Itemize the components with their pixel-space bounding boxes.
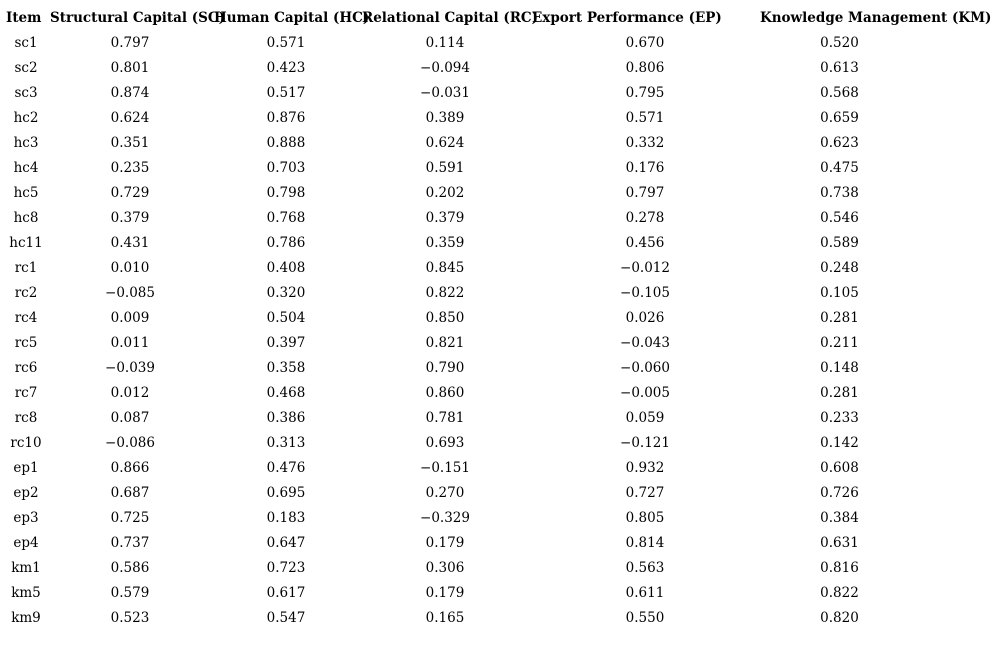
hc-cell: 0.798	[266, 184, 306, 201]
km-cell: 0.726	[820, 484, 859, 501]
ep-cell: 0.278	[625, 209, 665, 226]
sc-cell: 0.579	[110, 584, 150, 601]
ep-cell: 0.806	[625, 59, 665, 76]
table-row	[4, 180, 919, 205]
rc-cell: 0.860	[425, 384, 465, 401]
rc-cell: 0.693	[425, 434, 465, 451]
rc-cell: 0.179	[425, 534, 465, 551]
rc-cell: 0.822	[425, 284, 465, 301]
hc-cell: 0.723	[266, 559, 306, 576]
ep-cell: −0.060	[620, 359, 670, 376]
table-row	[4, 605, 919, 630]
item-cell: rc5	[14, 334, 38, 351]
hc-cell: 0.547	[266, 609, 306, 626]
ep-cell: 0.176	[625, 159, 665, 176]
ep-cell: 0.026	[625, 309, 665, 326]
sc-cell: 0.379	[110, 209, 150, 226]
table-row	[4, 155, 919, 180]
sc-cell: 0.725	[110, 509, 150, 526]
header-export-performance: Export Performance (EP)	[532, 9, 722, 26]
item-cell: hc4	[13, 159, 39, 176]
rc-cell: 0.306	[425, 559, 465, 576]
hc-cell: 0.397	[266, 334, 306, 351]
table-row	[4, 205, 919, 230]
item-cell: rc8	[14, 409, 38, 426]
ep-cell: 0.805	[625, 509, 665, 526]
item-cell: sc3	[14, 84, 38, 101]
item-cell: hc5	[13, 184, 39, 201]
km-cell: 0.613	[820, 59, 859, 76]
sc-cell: 0.523	[110, 609, 150, 626]
table-row	[4, 305, 919, 330]
header-relational-capital: Relational Capital (RC)	[362, 9, 539, 26]
sc-cell: 0.011	[110, 334, 150, 351]
ep-cell: 0.670	[625, 34, 665, 51]
table-row	[4, 580, 919, 605]
km-cell: 0.568	[820, 84, 859, 101]
item-cell: rc1	[14, 259, 38, 276]
sc-cell: 0.729	[110, 184, 150, 201]
sc-cell: 0.797	[110, 34, 150, 51]
item-cell: rc7	[14, 384, 38, 401]
rc-cell: 0.359	[425, 234, 465, 251]
km-cell: 0.623	[820, 134, 859, 151]
rc-cell: −0.094	[420, 59, 470, 76]
cross-loadings-table-container	[0, 5, 991, 655]
table-row	[4, 80, 919, 105]
rc-cell: 0.114	[425, 34, 465, 51]
ep-cell: 0.571	[625, 109, 665, 126]
ep-cell: −0.105	[620, 284, 670, 301]
hc-cell: 0.517	[266, 84, 306, 101]
rc-cell: −0.031	[420, 84, 470, 101]
table-row	[4, 430, 919, 455]
ep-cell: −0.012	[620, 259, 670, 276]
hc-cell: 0.703	[266, 159, 306, 176]
ep-cell: 0.059	[625, 409, 665, 426]
km-cell: 0.608	[820, 459, 859, 476]
rc-cell: 0.179	[425, 584, 465, 601]
table-row	[4, 455, 919, 480]
km-cell: 0.822	[820, 584, 859, 601]
rc-cell: 0.781	[425, 409, 465, 426]
rc-cell: 0.270	[425, 484, 465, 501]
item-cell: rc6	[14, 359, 38, 376]
item-cell: km1	[11, 559, 41, 576]
sc-cell: 0.866	[110, 459, 150, 476]
item-cell: ep2	[13, 484, 39, 501]
ep-cell: 0.797	[625, 184, 665, 201]
sc-cell: −0.085	[105, 284, 155, 301]
item-cell: sc1	[14, 34, 38, 51]
km-cell: 0.546	[820, 209, 859, 226]
sc-cell: 0.235	[110, 159, 150, 176]
table-row	[4, 330, 919, 355]
table-row	[4, 130, 919, 155]
item-cell: hc8	[13, 209, 39, 226]
sc-cell: 0.874	[110, 84, 150, 101]
km-cell: 0.148	[820, 359, 859, 376]
rc-cell: 0.165	[425, 609, 465, 626]
ep-cell: 0.795	[625, 84, 665, 101]
item-cell: km9	[11, 609, 41, 626]
hc-cell: 0.695	[266, 484, 306, 501]
rc-cell: 0.202	[425, 184, 465, 201]
km-cell: 0.211	[820, 334, 859, 351]
km-cell: 0.105	[820, 284, 859, 301]
km-cell: 0.248	[820, 259, 859, 276]
table-row	[4, 55, 919, 80]
sc-cell: 0.801	[110, 59, 150, 76]
hc-cell: 0.876	[266, 109, 306, 126]
header-structural-capital: Structural Capital (SC)	[50, 9, 226, 26]
km-cell: 0.659	[820, 109, 859, 126]
ep-cell: 0.550	[625, 609, 665, 626]
item-cell: hc2	[13, 109, 39, 126]
sc-cell: 0.087	[110, 409, 150, 426]
item-cell: ep3	[13, 509, 39, 526]
rc-cell: 0.821	[425, 334, 465, 351]
hc-cell: 0.468	[266, 384, 306, 401]
ep-cell: −0.005	[620, 384, 670, 401]
hc-cell: 0.320	[266, 284, 306, 301]
table-row	[4, 355, 919, 380]
rc-cell: 0.790	[425, 359, 465, 376]
km-cell: 0.589	[820, 234, 859, 251]
item-cell: hc11	[9, 234, 43, 251]
km-cell: 0.142	[820, 434, 859, 451]
ep-cell: −0.043	[620, 334, 670, 351]
rc-cell: 0.850	[425, 309, 465, 326]
sc-cell: −0.086	[105, 434, 155, 451]
hc-cell: 0.476	[266, 459, 306, 476]
km-cell: 0.233	[820, 409, 859, 426]
km-cell: 0.631	[820, 534, 859, 551]
hc-cell: 0.313	[266, 434, 306, 451]
header-human-capital: Human Capital (HC)	[214, 9, 370, 26]
sc-cell: 0.737	[110, 534, 150, 551]
hc-cell: 0.504	[266, 309, 306, 326]
rc-cell: −0.329	[420, 509, 470, 526]
header-knowledge-management: Knowledge Management (KM)	[760, 9, 991, 26]
item-cell: ep1	[13, 459, 39, 476]
ep-cell: 0.563	[625, 559, 665, 576]
km-cell: 0.816	[820, 559, 859, 576]
rc-cell: 0.591	[425, 159, 465, 176]
km-cell: 0.738	[820, 184, 859, 201]
km-cell: 0.384	[820, 509, 859, 526]
ep-cell: 0.814	[625, 534, 665, 551]
sc-cell: 0.586	[110, 559, 150, 576]
hc-cell: 0.408	[266, 259, 306, 276]
item-cell: sc2	[14, 59, 38, 76]
table-row	[4, 555, 919, 580]
table-row	[4, 480, 919, 505]
ep-cell: −0.121	[620, 434, 670, 451]
km-cell: 0.520	[820, 34, 859, 51]
rc-cell: 0.845	[425, 259, 465, 276]
hc-cell: 0.768	[266, 209, 306, 226]
table-body	[4, 30, 919, 630]
ep-cell: 0.456	[625, 234, 665, 251]
km-cell: 0.820	[820, 609, 859, 626]
km-cell: 0.281	[820, 309, 859, 326]
table-row	[4, 30, 919, 55]
hc-cell: 0.358	[266, 359, 306, 376]
item-cell: rc4	[14, 309, 38, 326]
table-row	[4, 380, 919, 405]
item-cell: rc2	[14, 284, 38, 301]
item-cell: rc10	[10, 434, 42, 451]
table-row	[4, 105, 919, 130]
ep-cell: 0.611	[625, 584, 665, 601]
table-row	[4, 505, 919, 530]
rc-cell: 0.624	[425, 134, 465, 151]
hc-cell: 0.571	[266, 34, 306, 51]
item-cell: hc3	[13, 134, 39, 151]
header-item: Item	[6, 9, 42, 26]
sc-cell: 0.010	[110, 259, 150, 276]
rc-cell: 0.379	[425, 209, 465, 226]
table-header	[4, 5, 991, 30]
hc-cell: 0.647	[266, 534, 306, 551]
hc-cell: 0.786	[266, 234, 306, 251]
hc-cell: 0.386	[266, 409, 306, 426]
header-row	[4, 5, 919, 30]
ep-cell: 0.332	[625, 134, 665, 151]
km-cell: 0.281	[820, 384, 859, 401]
table-row	[4, 530, 919, 555]
rc-cell: −0.151	[420, 459, 470, 476]
sc-cell: 0.012	[110, 384, 150, 401]
table-row	[4, 255, 919, 280]
km-cell: 0.475	[820, 159, 859, 176]
table-row	[4, 280, 919, 305]
sc-cell: 0.687	[110, 484, 150, 501]
hc-cell: 0.423	[266, 59, 306, 76]
rc-cell: 0.389	[425, 109, 465, 126]
item-cell: ep4	[13, 534, 39, 551]
item-cell: km5	[11, 584, 41, 601]
sc-cell: −0.039	[105, 359, 155, 376]
hc-cell: 0.617	[266, 584, 306, 601]
table-row	[4, 405, 919, 430]
sc-cell: 0.624	[110, 109, 150, 126]
hc-cell: 0.183	[266, 509, 306, 526]
ep-cell: 0.932	[625, 459, 665, 476]
sc-cell: 0.009	[110, 309, 150, 326]
hc-cell: 0.888	[266, 134, 306, 151]
ep-cell: 0.727	[625, 484, 665, 501]
cross-loadings-table	[4, 5, 991, 630]
table-row	[4, 230, 919, 255]
sc-cell: 0.351	[110, 134, 150, 151]
sc-cell: 0.431	[110, 234, 150, 251]
